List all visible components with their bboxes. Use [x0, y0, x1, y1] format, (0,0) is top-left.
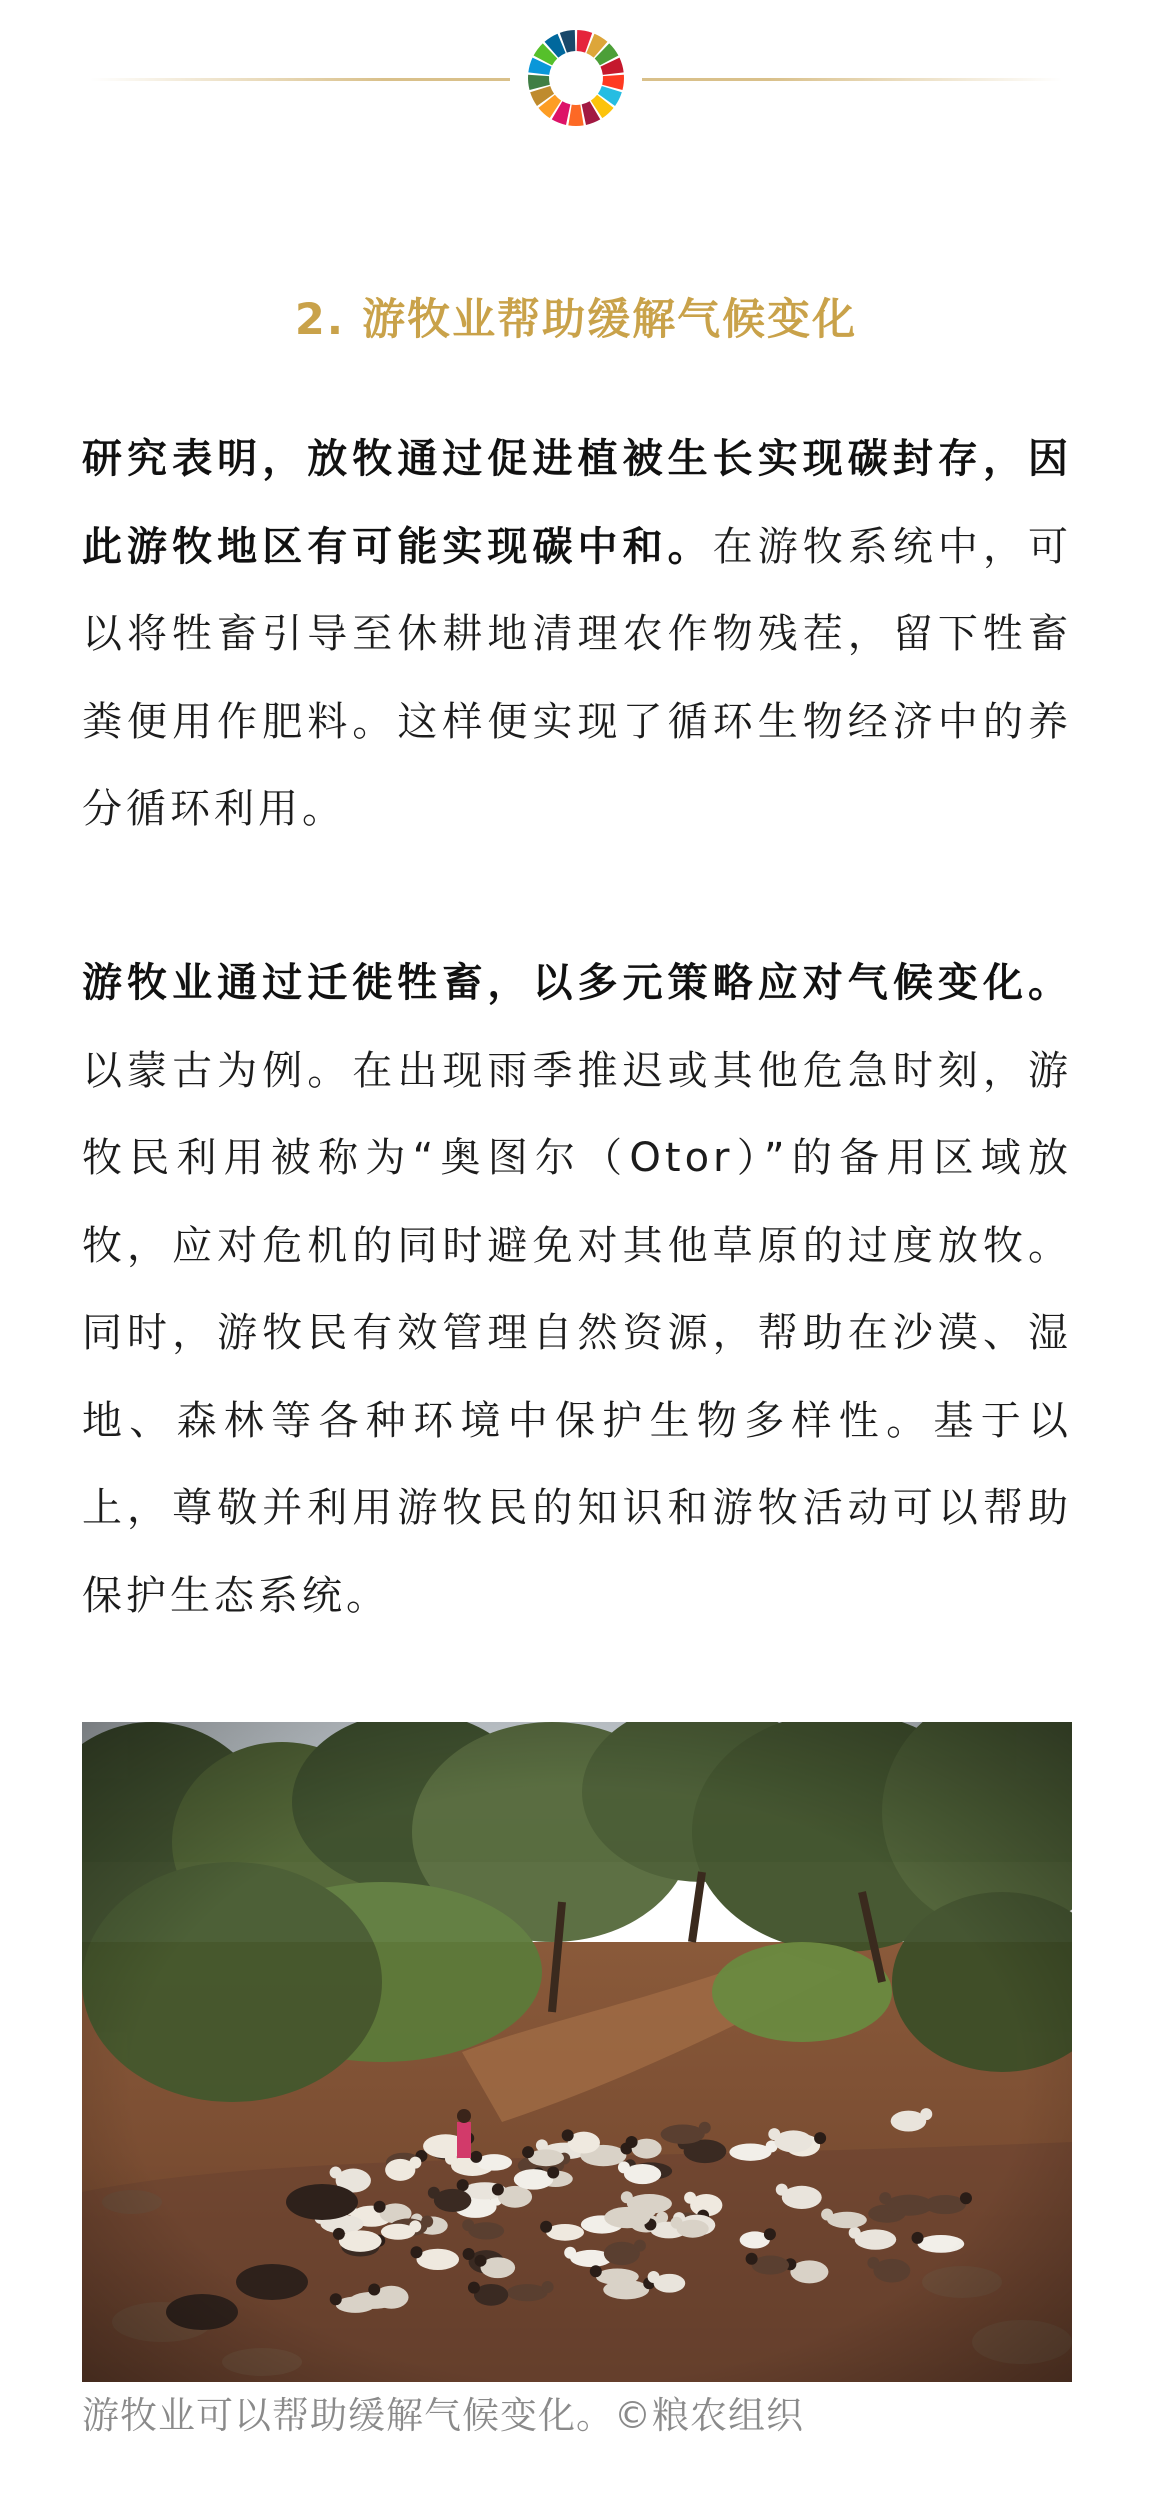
sdg-wheel-segment — [568, 105, 583, 126]
paragraph-carbon-sequestration — [82, 416, 1072, 854]
paragraph-body: 在游牧系统中，可以将牲畜引导至休耕地清理农作物残茬，留下牲畜粪便用作肥料。这样便实现了循环生物经济中的养分循环利用。 — [82, 523, 1073, 832]
section-title: 2. 游牧业帮助缓解气候变化 — [294, 294, 858, 345]
paragraph-migration-strategy — [82, 940, 1072, 1640]
divider-line-left — [90, 78, 510, 81]
paragraph-body: 以蒙古为例。在出现雨季推迟或其他危急时刻，游牧民利用被称为“奥图尔（Otor）”的备用区域放牧，应对危机的同时避免对其他草原的过度放牧。同时，游牧民有效管理自然资源，帮助在沙漠、湿地、森林等各种环境中保护生物多样性。基于以上，尊敬并利用游牧民的知识和游牧活动可以帮助保护生态系统。 — [82, 1047, 1072, 1619]
header-divider — [0, 0, 1152, 160]
paragraph-lead-bold: 游牧业通过迁徙牲畜，以多元策略应对气候变化。 — [82, 960, 1072, 1006]
paragraph-lead-bold: 研究表明，放牧通过促进植被生长实现碳封存，因此游牧地区有可能实现碳中和。 — [82, 436, 1072, 570]
divider-line-right — [642, 78, 1062, 81]
photo-caption: 游牧业可以帮助缓解气候变化。©粮农组织 — [82, 2394, 804, 2437]
sdg-color-wheel-icon — [526, 28, 626, 128]
pastoral-herd-photo — [82, 1722, 1072, 2382]
